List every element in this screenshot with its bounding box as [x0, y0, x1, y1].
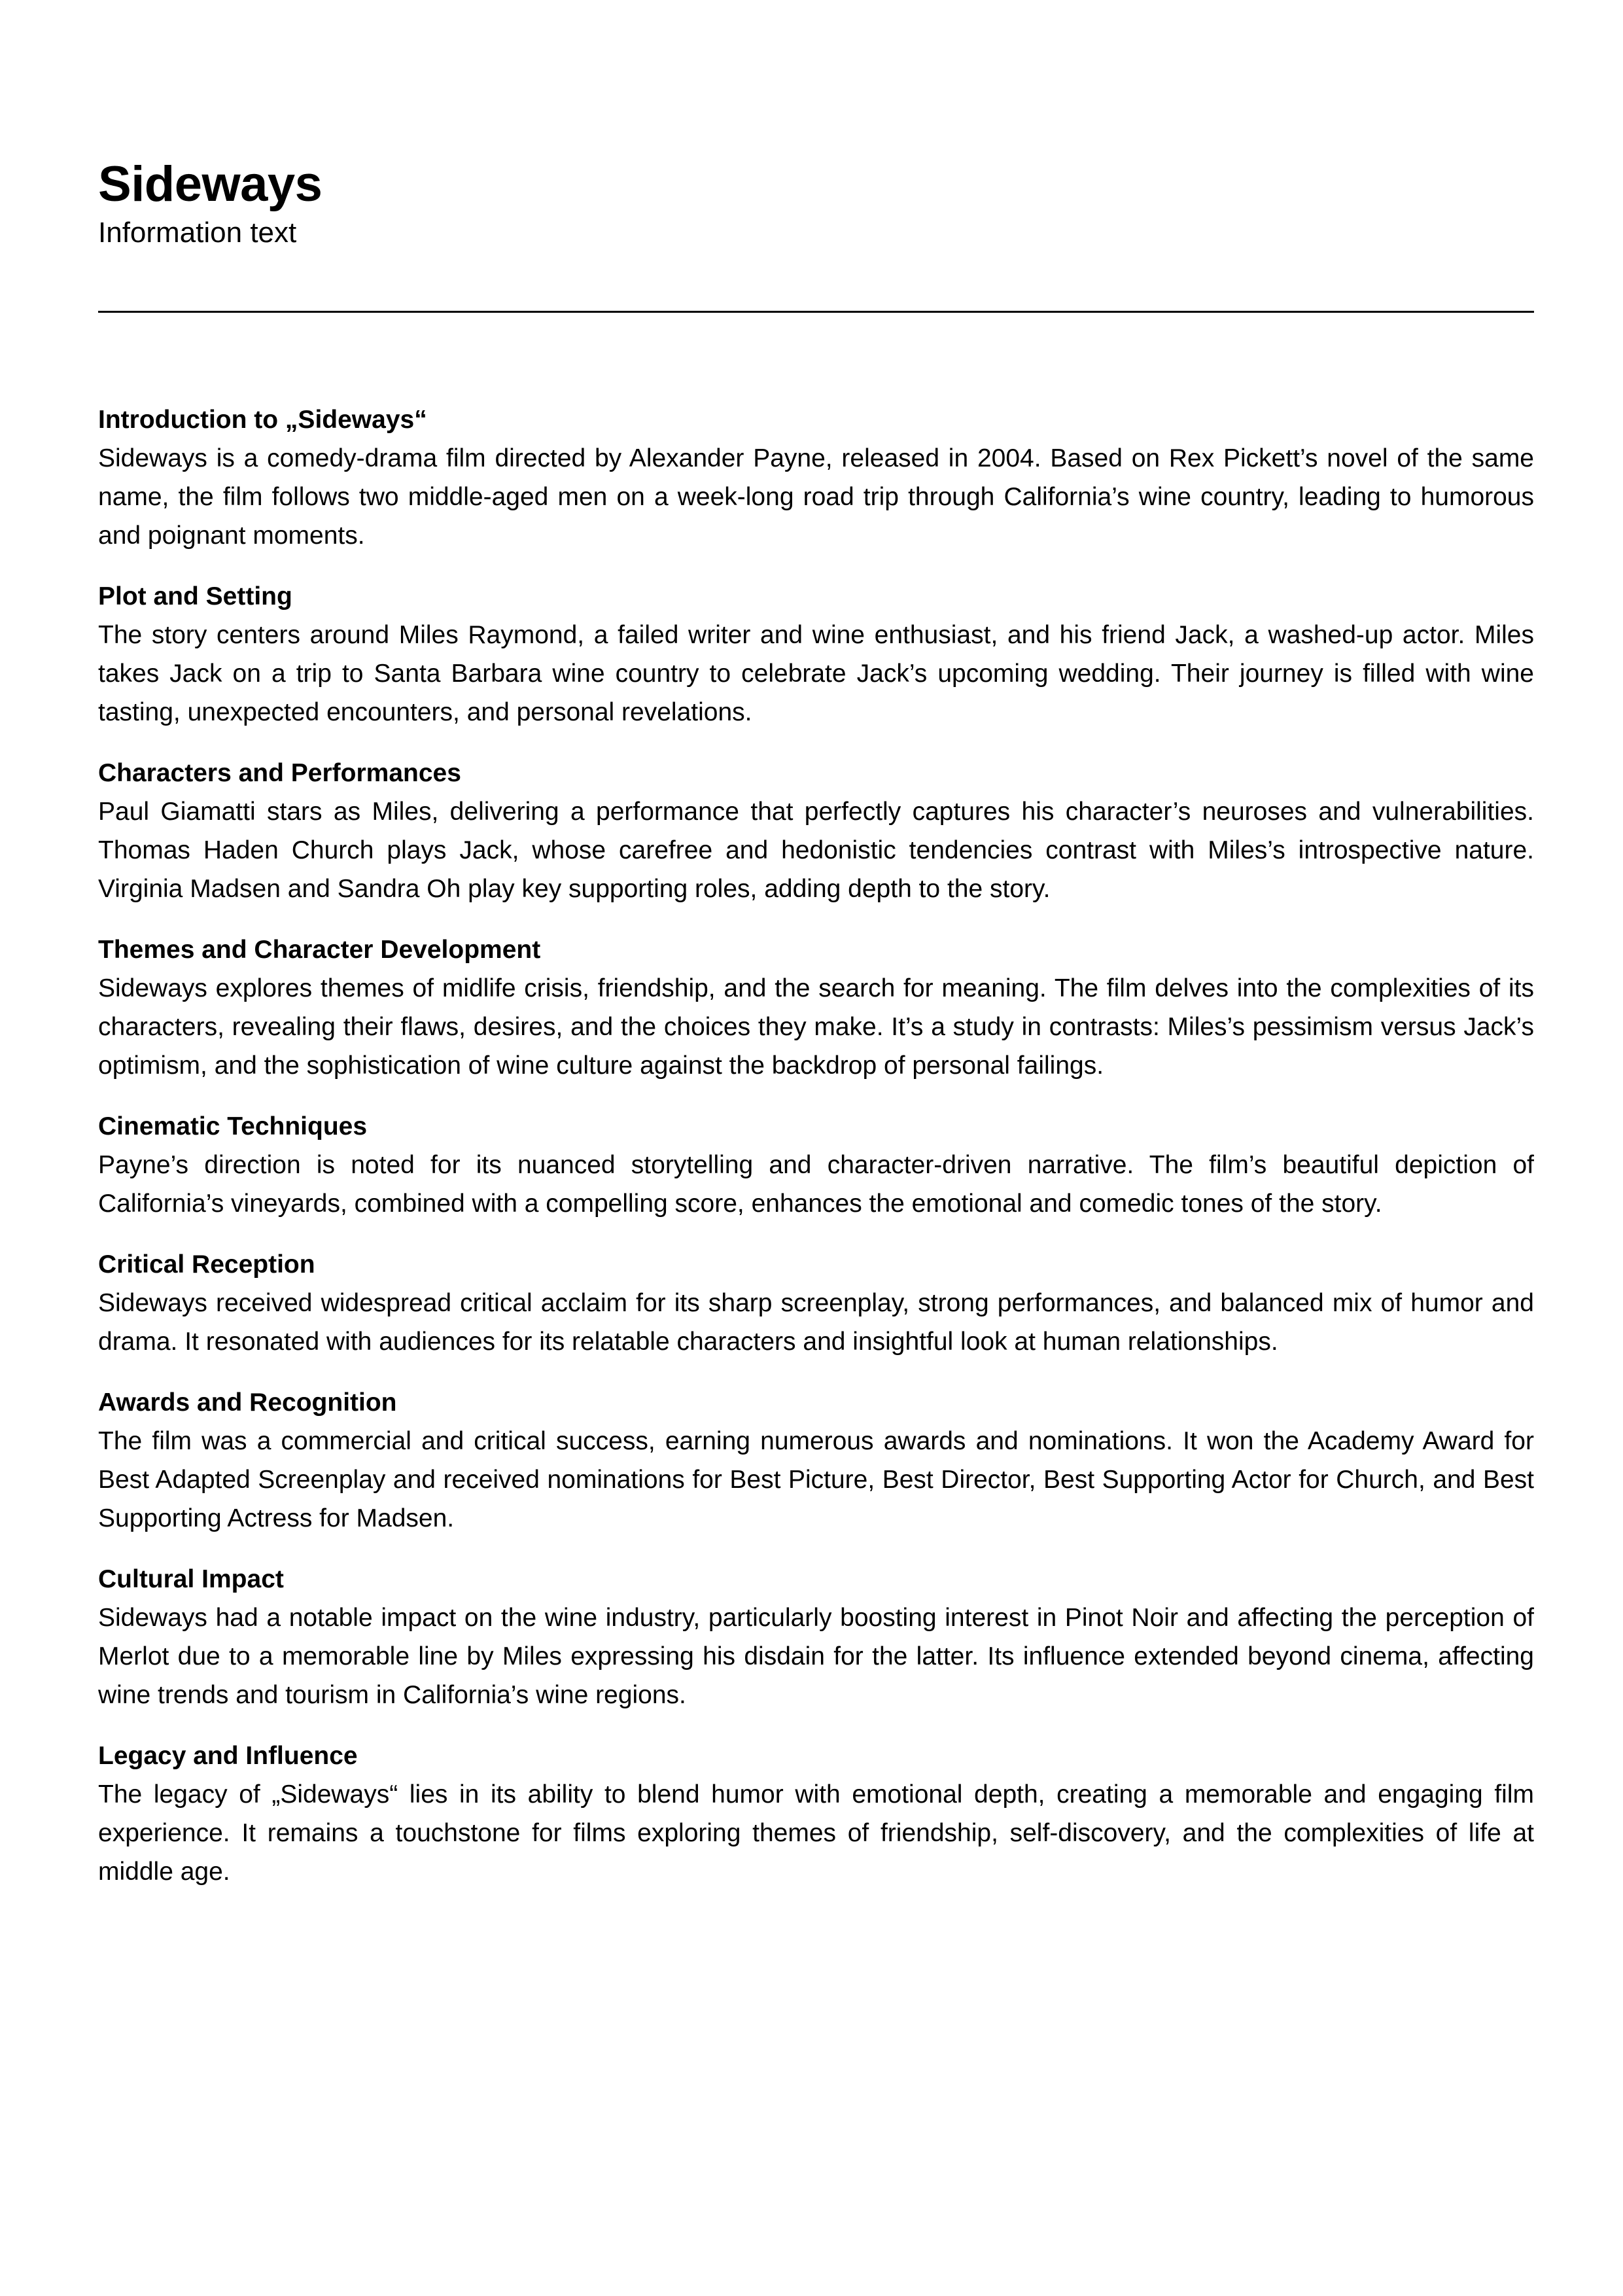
section-legacy-and-influence	[98, 1737, 1534, 1891]
section-heading: Introduction to „Sideways“	[98, 406, 427, 434]
section-paragraph: Sideways had a notable impact on the wine industry, particularly boosting interest in Pinot Noir and affecting the perception of Merlot due to a memorable line by Miles expressing his disdain for the latter. Its influence extended beyond cinema, affecting wine trends and tourism in California’s wine regions.	[98, 1604, 1534, 1709]
section-awards-and-recognition	[98, 1383, 1534, 1538]
section-heading: Critical Reception	[98, 1250, 315, 1279]
section-heading: Legacy and Influence	[98, 1742, 358, 1770]
section-themes-and-character-development	[98, 930, 1534, 1085]
section-introduction	[98, 400, 1534, 555]
title-divider	[98, 311, 1534, 313]
section-critical-reception	[98, 1245, 1534, 1361]
section-heading: Plot and Setting	[98, 582, 292, 610]
section-plot-and-setting	[98, 577, 1534, 732]
document-body	[98, 400, 1534, 1913]
section-heading: Awards and Recognition	[98, 1388, 397, 1417]
section-paragraph: Sideways received widespread critical acclaim for its sharp screenplay, strong performances, and balanced mix of humor and drama. It resonated with audiences for its relatable characters and insightful look at human relationships.	[98, 1289, 1534, 1356]
section-heading: Characters and Performances	[98, 759, 461, 787]
section-cinematic-techniques	[98, 1107, 1534, 1223]
section-paragraph: Payne’s direction is noted for its nuanced storytelling and character-driven narrative. The film’s beautiful depiction of California’s vineyards, combined with a compelling score, enhances the emotional and comedic tones of the story.	[98, 1151, 1534, 1218]
section-heading: Cinematic Techniques	[98, 1112, 368, 1140]
section-paragraph: The legacy of „Sideways“ lies in its ability to blend humor with emotional depth, creating a memorable and engaging film experience. It remains a touchstone for films exploring themes of friendship, self-discovery, and the complexities of life at middle age.	[98, 1780, 1534, 1886]
section-paragraph: Sideways is a comedy-drama film directed by Alexander Payne, released in 2004. Based on Rex Pickett’s novel of the same name, the film follows two middle-aged men on a week-long road trip through California’s wine country, leading to humorous and poignant moments.	[98, 444, 1534, 550]
document-subtitle: Information text	[98, 217, 297, 249]
section-cultural-impact	[98, 1560, 1534, 1714]
section-characters-and-performances	[98, 754, 1534, 908]
section-paragraph: Sideways explores themes of midlife crisis, friendship, and the search for meaning. The film delves into the complexities of its characters, revealing their flaws, desires, and the choices they make. It’s a study in contrasts: Miles’s pessimism versus Jack’s optimism, and the sophistication of wine culture against the backdrop of personal failings.	[98, 974, 1534, 1080]
section-paragraph: Paul Giamatti stars as Miles, delivering a performance that perfectly captures his character’s neuroses and vulnerabilities. Thomas Haden Church plays Jack, whose carefree and hedonistic tendencies contrast with Miles’s introspective nature. Virginia Madsen and Sandra Oh play key supporting roles, adding depth to the story.	[98, 798, 1534, 903]
section-paragraph: The story centers around Miles Raymond, a failed writer and wine enthusiast, and his friend Jack, a washed-up actor. Miles takes Jack on a trip to Santa Barbara wine country to celebrate Jack’s upcoming wedding. Their journey is filled with wine tasting, unexpected encounters, and personal revelations.	[98, 621, 1534, 726]
section-heading: Cultural Impact	[98, 1565, 284, 1593]
section-heading: Themes and Character Development	[98, 936, 541, 964]
section-paragraph: The film was a commercial and critical success, earning numerous awards and nominations. It won the Academy Award for Best Adapted Screenplay and received nominations for Best Picture, Best Director, Best Supporting Actor for Church, and Best Supporting Actress for Madsen.	[98, 1427, 1534, 1532]
document-title: Sideways	[98, 156, 323, 212]
